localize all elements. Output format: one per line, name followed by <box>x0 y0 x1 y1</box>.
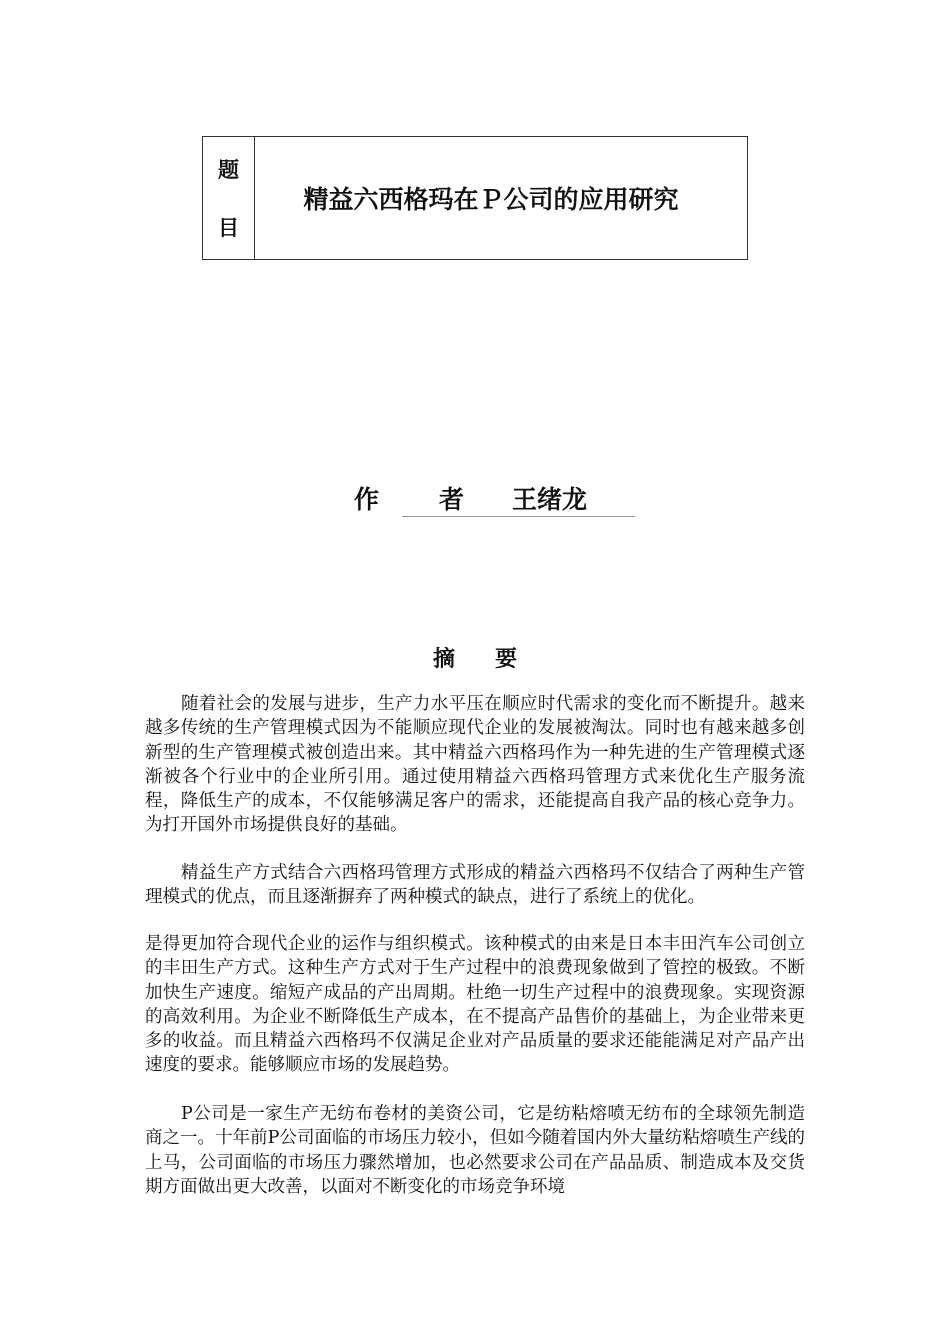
abstract-paragraph-4 <box>145 1102 805 1199</box>
abstract-paragraph-3 <box>145 932 805 1078</box>
title-label-char-1: 题 <box>218 158 239 182</box>
abstract-paragraph-1 <box>145 692 805 838</box>
paragraph-text: 精益生产方式结合六西格玛管理方式形成的精益六西格玛不仅结合了两种生产管理模式的优点，而且逐渐摒弃了两种模式的缺点，进行了系统上的优化。 <box>145 863 805 908</box>
title-box <box>202 136 748 260</box>
author-name: 王绪龙 <box>512 485 588 514</box>
abstract-heading: 摘要 <box>432 647 557 672</box>
paragraph-text: P公司是一家生产无纺布卷材的美资公司，它是纺粘熔喷无纺布的全球领先制造商之一。十年前P公司面临的市场压力较小，但如今随着国内外大量纺粘熔喷生产线的上马，公司面临的市场压力骤然增加，也必然要求公司在产品品质、制造成本及交货期方面做出更大改善，以面对不断变化的市场竞争环境 <box>145 1104 805 1197</box>
abstract-paragraph-2 <box>145 861 805 910</box>
paragraph-text: 随着社会的发展与进步，生产力水平压在顺应时代需求的变化而不断提升。越来越多传统的生产管理模式因为不能顺应现代企业的发展被淘汰。同时也有越来越多创新型的生产管理模式被创造出来。其中精益六西格玛作为一种先进的生产管理模式逐渐被各个行业中的企业所引用。通过使用精益六西格玛管理方式来优化生产服务流程，降低生产的成本，不仅能够满足客户的需求，还能提高自我产品的核心竞争力。为打开国外市场提供良好的基础。 <box>145 694 805 836</box>
author-underline <box>402 516 635 517</box>
paragraph-text: 是得更加符合现代企业的运作与组织模式。该种模式的由来是日本丰田汽车公司创立的丰田生产方式。这种生产方式对于生产过程中的浪费现象做到了管控的极致。不断加快生产速度。缩短产成品的产出周期。杜绝一切生产过程中的浪费现象。实现资源的高效利用。为企业不断降低生产成本，在不提高产品售价的基础上，为企业带来更多的收益。而且精益六西格玛不仅满足企业对产品质量的要求还能能满足对产品产出速度的要求。能够顺应市场的发展趋势。 <box>145 934 805 1076</box>
title-label-char-2: 目 <box>218 216 239 240</box>
thesis-title: 精益六西格玛在Ｐ公司的应用研究 <box>303 185 679 214</box>
author-label: 作者 <box>354 485 525 514</box>
title-label <box>203 137 255 259</box>
author-row <box>0 478 950 518</box>
